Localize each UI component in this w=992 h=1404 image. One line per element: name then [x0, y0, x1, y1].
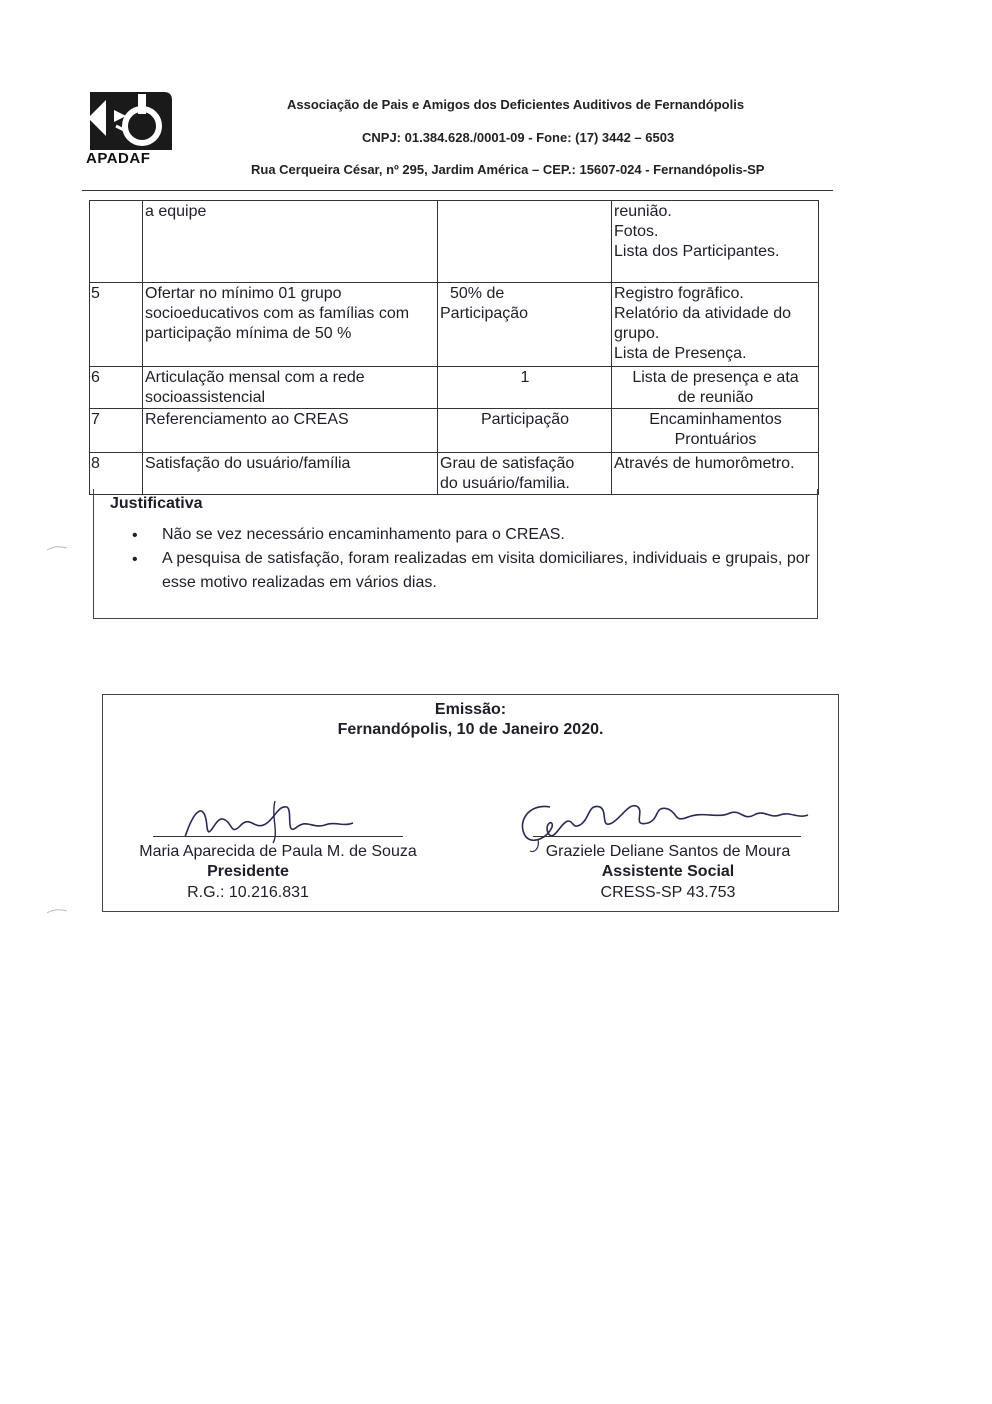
- signatory-id: R.G.: 10.216.831: [187, 884, 309, 901]
- row-goal: [438, 283, 612, 367]
- justification-item: A pesquisa de satisfação, foram realizadas em visita domiciliares, individuais e grupais, por esse motivo realizadas em vários dias.: [162, 550, 810, 591]
- row-goal: [438, 201, 612, 283]
- table-row: [90, 201, 819, 283]
- row-means: Através de humorômetro.: [612, 453, 819, 495]
- means-line: Fotos.: [614, 223, 659, 240]
- row-action: Articulação mensal com a rede socioassistencial: [143, 367, 438, 409]
- row-number: 6: [90, 367, 143, 409]
- row-action: Referenciamento ao CREAS: [143, 409, 438, 453]
- signatory-role: Assistente Social: [601, 863, 735, 880]
- logo-text: APADAF: [86, 150, 151, 167]
- signatory-role: Presidente: [207, 863, 289, 880]
- row-action: a equipe: [143, 201, 438, 283]
- goal-line: Grau de satisfação: [440, 455, 575, 472]
- row-means: [612, 283, 819, 367]
- row-number: [90, 201, 143, 283]
- signature-line: [533, 836, 801, 837]
- justification-title: Justificativa: [110, 495, 203, 512]
- goal-line: do usuário/familia.: [440, 475, 570, 492]
- scan-mark: [46, 908, 68, 914]
- row-number: 8: [90, 453, 143, 495]
- goal-line: 50% de: [450, 285, 505, 302]
- actions-table: [89, 200, 819, 495]
- means-line: Lista de Presença.: [614, 345, 747, 362]
- means-line: Encaminhamentos: [649, 411, 782, 428]
- goal-line: Participação: [440, 305, 529, 322]
- means-line: reunião.: [614, 203, 672, 220]
- row-means: [612, 409, 819, 453]
- signatory-id: CRESS-SP 43.753: [600, 884, 736, 901]
- means-line: Lista de presença e ata: [632, 369, 799, 386]
- row-number: 5: [90, 283, 143, 367]
- table-row: [90, 283, 819, 367]
- signatory-name: Graziele Deliane Santos de Moura: [545, 843, 791, 860]
- signature-line: [153, 836, 403, 837]
- justification-item: Não se vez necessário encaminhamento para o CREAS.: [162, 526, 565, 543]
- org-name: Associação de Pais e Amigos dos Deficientes Auditivos de Fernandópolis: [287, 97, 745, 112]
- means-line: Relatório da atividade do: [614, 305, 792, 322]
- header-divider: [82, 190, 833, 191]
- scan-mark: [46, 545, 68, 551]
- org-address: Rua Cerqueira César, nº 295, Jardim América – CEP.: 15607-024 - Fernandópolis-SP: [251, 162, 765, 177]
- row-action: Satisfação do usuário/família: [143, 453, 438, 495]
- means-line: de reunião: [677, 389, 754, 406]
- row-action: Ofertar no mínimo 01 grupo socioeducativos com as famílias com participação mínima de 50 %: [143, 283, 438, 367]
- means-line: Registro fogrāfico.: [614, 285, 744, 302]
- row-goal: 1: [438, 367, 612, 409]
- emission-title: Emissão:: [434, 701, 507, 718]
- org-cnpj-phone: CNPJ: 01.384.628./0001-09 - Fone: (17) 3442 – 6503: [362, 130, 675, 145]
- bullet-icon: •: [132, 551, 138, 568]
- table-row: [90, 367, 819, 409]
- row-number: 7: [90, 409, 143, 453]
- table-row: [90, 409, 819, 453]
- row-goal: Participação: [438, 409, 612, 453]
- signatory-name: Maria Aparecida de Paula M. de Souza: [139, 843, 417, 860]
- means-line: Prontuários: [674, 431, 757, 448]
- row-means: [612, 201, 819, 283]
- justification-box: [93, 489, 818, 619]
- means-line: Lista dos Participantes.: [614, 243, 780, 260]
- emission-box: [102, 694, 839, 912]
- means-line: grupo.: [614, 325, 660, 342]
- bullet-icon: •: [132, 527, 138, 544]
- row-means: [612, 367, 819, 409]
- emission-place-date: Fernandópolis, 10 de Janeiro 2020.: [337, 721, 604, 738]
- signature-president: [175, 797, 365, 847]
